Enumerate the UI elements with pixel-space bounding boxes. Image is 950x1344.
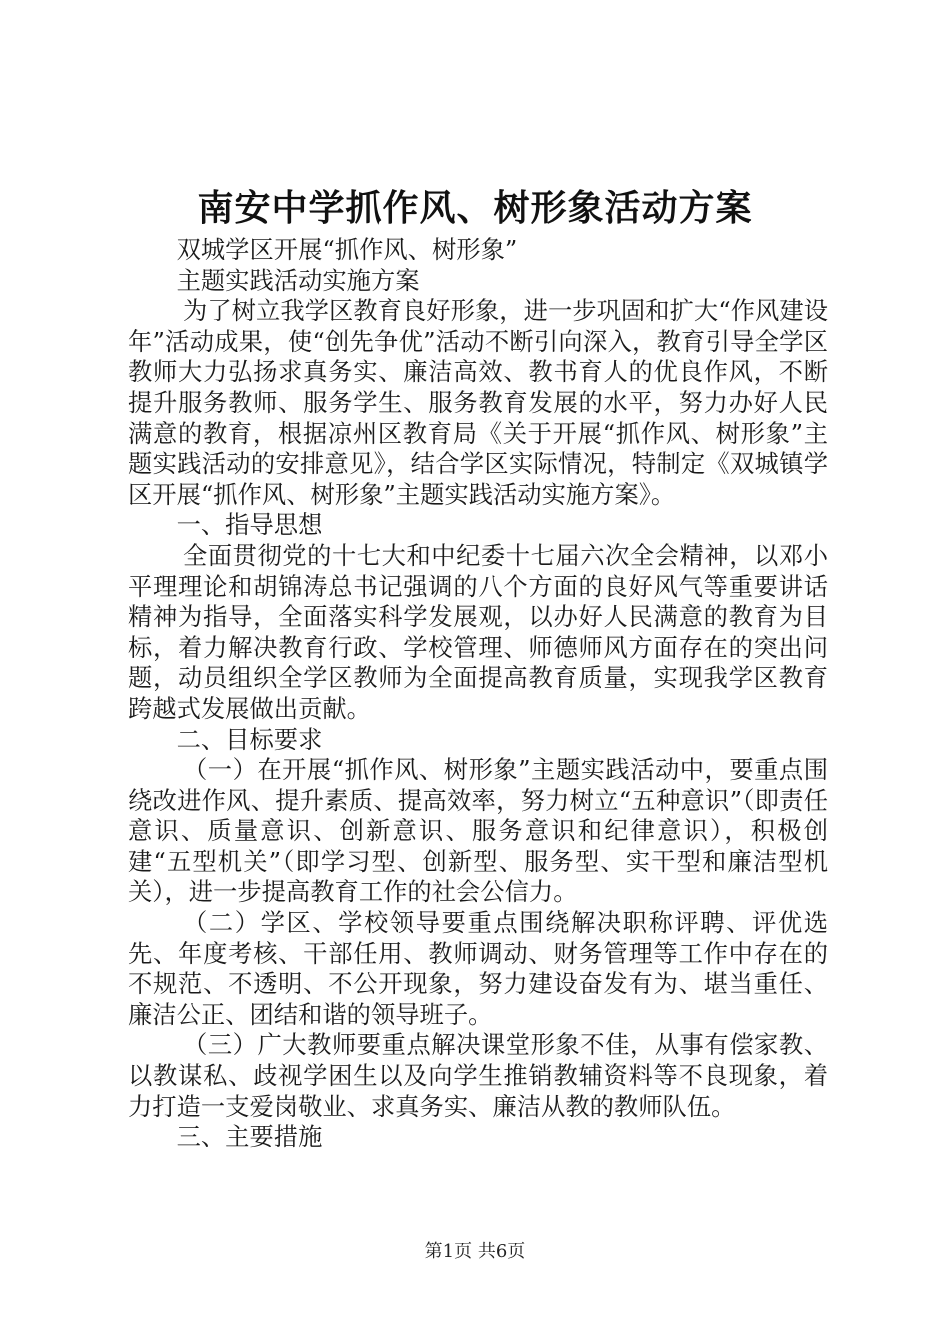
- document-body: [128, 235, 828, 1153]
- section-heading-guiding-thought: 一、指导思想: [176, 510, 323, 540]
- page-footer: 第1页 共6页: [424, 1241, 526, 1262]
- goal-item-1: （一）在开展“抓作风、树形象”主题实践活动中，要重点围绕改进作风、提升素质、提高效率，努力树立“五种意识”（即责任意识、质量意识、创新意识、服务意识和纪律意识），积极创建“五型机关”（即学习型、创新型、服务型、实干型和廉洁型机关），进一步提高教育工作的社会公信力。: [128, 755, 828, 907]
- section-heading-goals: 二、目标要求: [176, 724, 323, 754]
- goal-item-2: （二）学区、学校领导要重点围绕解决职称评聘、评优选先、年度考核、干部任用、教师调动、财务管理等工作中存在的不规范、不透明、不公开现象，努力建设奋发有为、堪当重任、廉洁公正、团结和谐的领导班子。: [128, 908, 828, 1029]
- goal-item-3: （三）广大教师要重点解决课堂形象不佳，从事有偿家教、以教谋私、歧视学困生以及向学生推销教辅资料等不良现象，着力打造一支爱岗敬业、求真务实、廉洁从教的教师队伍。: [128, 1030, 828, 1121]
- document-title: 南安中学抓作风、树形象活动方案: [197, 187, 753, 229]
- intro-paragraph: 为了树立我学区教育良好形象，进一步巩固和扩大“作风建设年”活动成果，使“创先争优”活动不断引向深入，教育引导全学区教师大力弘扬求真务实、廉洁高效、教书育人的优良作风，不断提升服务教师、服务学生、服务教育发展的水平，努力办好人民满意的教育，根据凉州区教育局《关于开展“抓作风、树形象”主题实践活动的安排意见》，结合学区实际情况，特制定《双城镇学区开展“抓作风、树形象”主题实践活动实施方案》。: [128, 296, 828, 509]
- subtitle-line-1: 双城学区开展“抓作风、树形象”: [176, 235, 518, 264]
- subtitle-line-2: 主题实践活动实施方案: [176, 265, 420, 295]
- section-heading-measures: 三、主要措施: [176, 1122, 323, 1152]
- guiding-thought-paragraph: 全面贯彻党的十七大和中纪委十七届六次全会精神，以邓小平理理论和胡锦涛总书记强调的八个方面的良好风气等重要讲话精神为指导，全面落实科学发展观，以办好人民满意的教育为目标，着力解决教育行政、学校管理、师德师风方面存在的突出问题，动员组织全学区教师为全面提高教育质量，实现我学区教育跨越式发展做出贡献。: [128, 540, 828, 723]
